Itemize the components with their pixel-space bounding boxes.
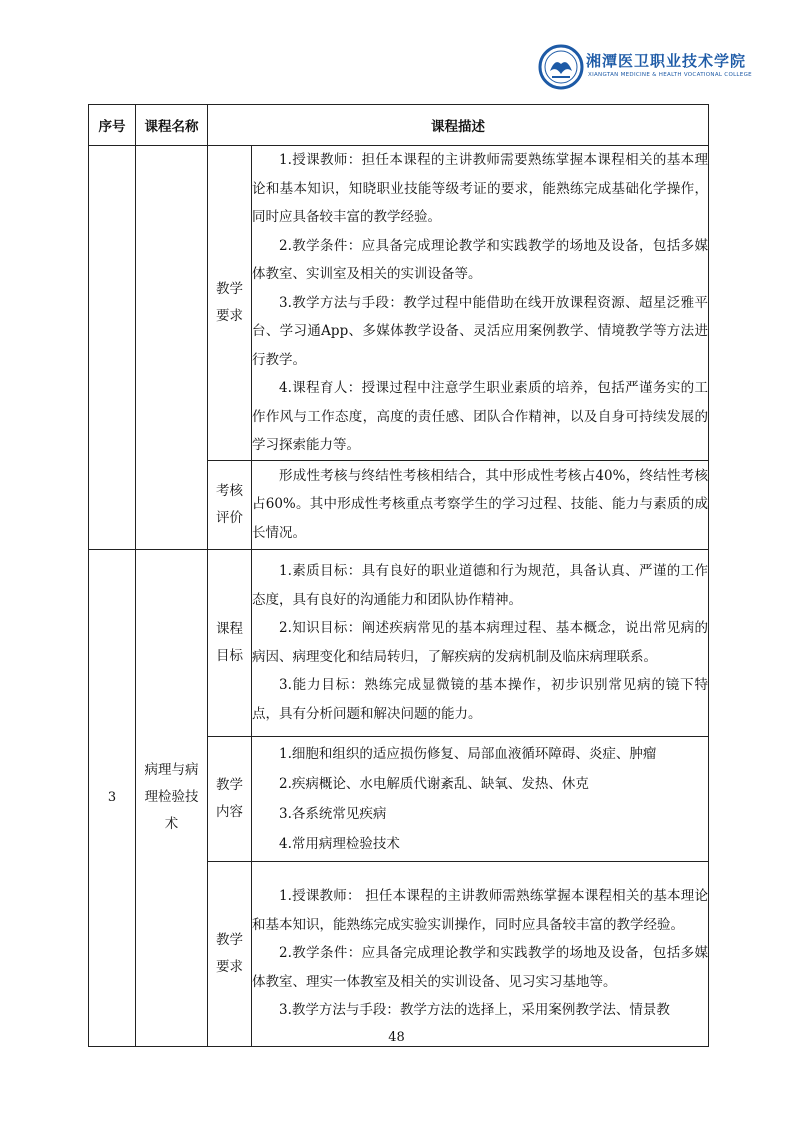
college-logo bbox=[538, 44, 752, 92]
header-course-name: 课程名称 bbox=[136, 105, 208, 146]
list-item: 3.各系统常见疾病 bbox=[279, 805, 387, 822]
req-desc bbox=[252, 861, 709, 1046]
list-item: 形成性考核与终结性考核相结合，其中形成性考核占40%，终结性考核占60%。其中形成性考核重点考察学生的学习过程、技能、能力与素质的成长情况。 bbox=[252, 467, 708, 541]
list-item: 1.授课教师：担任本课程的主讲教师需要熟练掌握本课程相关的基本理论和基本知识，知晓职业技能等级考证的要求，能熟练完成基础化学操作，同时应具备较丰富的教学经验。 bbox=[252, 152, 708, 225]
req-label: 教学 要求 bbox=[208, 861, 252, 1046]
page-number: 48 bbox=[388, 1030, 405, 1045]
list-item: 2.知识目标：阐述疾病常见的基本病理过程、基本概念，说出常见病的病因、病理变化和结局转归，了解疾病的发病机制及临床病理联系。 bbox=[252, 620, 708, 665]
goals-desc bbox=[252, 549, 709, 736]
teaching-req-label: 教学 要求 bbox=[208, 146, 252, 461]
list-item: 2.疾病概论、水电解质代谢紊乱、缺氧、发热、休克 bbox=[279, 775, 589, 792]
assessment-label: 考核 评价 bbox=[208, 460, 252, 549]
prev-name-cell bbox=[136, 146, 208, 550]
header-number: 序号 bbox=[89, 105, 136, 146]
header-course-desc: 课程描述 bbox=[208, 105, 709, 146]
table-row bbox=[89, 146, 709, 461]
list-item: 2.教学条件：应具备完成理论教学和实践教学的场地及设备，包括多媒体教室、理实一体教室及相关的实训设备、见习实习基地等。 bbox=[252, 945, 708, 990]
list-item: 3.教学方法与手段：教学方法的选择上，采用案例教学法、情景教 bbox=[279, 1002, 670, 1019]
list-item: 3.教学方法与手段：教学过程中能借助在线开放课程资源、超星泛雅平台、学习通App、多媒体教学设备、灵活应用案例教学、情境教学等方法进行教学。 bbox=[252, 294, 708, 368]
course-table bbox=[88, 104, 709, 1047]
college-name-en: XIANGTAN MEDICINE & HEALTH VOCATIONAL COLLEGE bbox=[588, 72, 752, 78]
college-emblem-icon bbox=[538, 44, 584, 90]
goals-label: 课程 目标 bbox=[208, 549, 252, 736]
list-item: 1.素质目标：具有良好的职业道德和行为规范，具备认真、严谨的工作态度，具有良好的沟通能力和团队协作精神。 bbox=[252, 563, 708, 608]
list-item: 4.常用病理检验技术 bbox=[279, 835, 400, 852]
table-row bbox=[89, 549, 709, 736]
prev-number-cell bbox=[89, 146, 136, 550]
list-item: 4.课程育人：授课过程中注意学生职业素质的培养，包括严谨务实的工作作风与工作态度，高度的责任感、团队合作精神，以及自身可持续发展的学习探索能力等。 bbox=[252, 380, 708, 453]
course-name: 病理与病 理检验技 术 bbox=[136, 549, 208, 1046]
list-item: 3.能力目标：熟练完成显微镜的基本操作，初步识别常见病的镜下特点，具有分析问题和解决问题的能力。 bbox=[252, 677, 708, 722]
list-item: 1.细胞和组织的适应损伤修复、局部血液循环障碍、炎症、肿瘤 bbox=[279, 745, 657, 762]
list-item: 1.授课教师： 担任本课程的主讲教师需熟练掌握本课程相关的基本理论和基本知识，能熟练完成实验实训操作，同时应具备较丰富的教学经验。 bbox=[252, 888, 708, 933]
table-header-row bbox=[89, 105, 709, 146]
course-number: 3 bbox=[89, 549, 136, 1046]
content-desc bbox=[252, 736, 709, 861]
content-label: 教学 内容 bbox=[208, 736, 252, 861]
assessment-desc bbox=[252, 460, 709, 549]
teaching-req-desc bbox=[252, 146, 709, 461]
list-item: 2.教学条件：应具备完成理论教学和实践教学的场地及设备，包括多媒体教室、实训室及相关的实训设备等。 bbox=[252, 237, 708, 282]
college-name-cn: 湘潭医卫职业技术学院 bbox=[586, 52, 747, 70]
